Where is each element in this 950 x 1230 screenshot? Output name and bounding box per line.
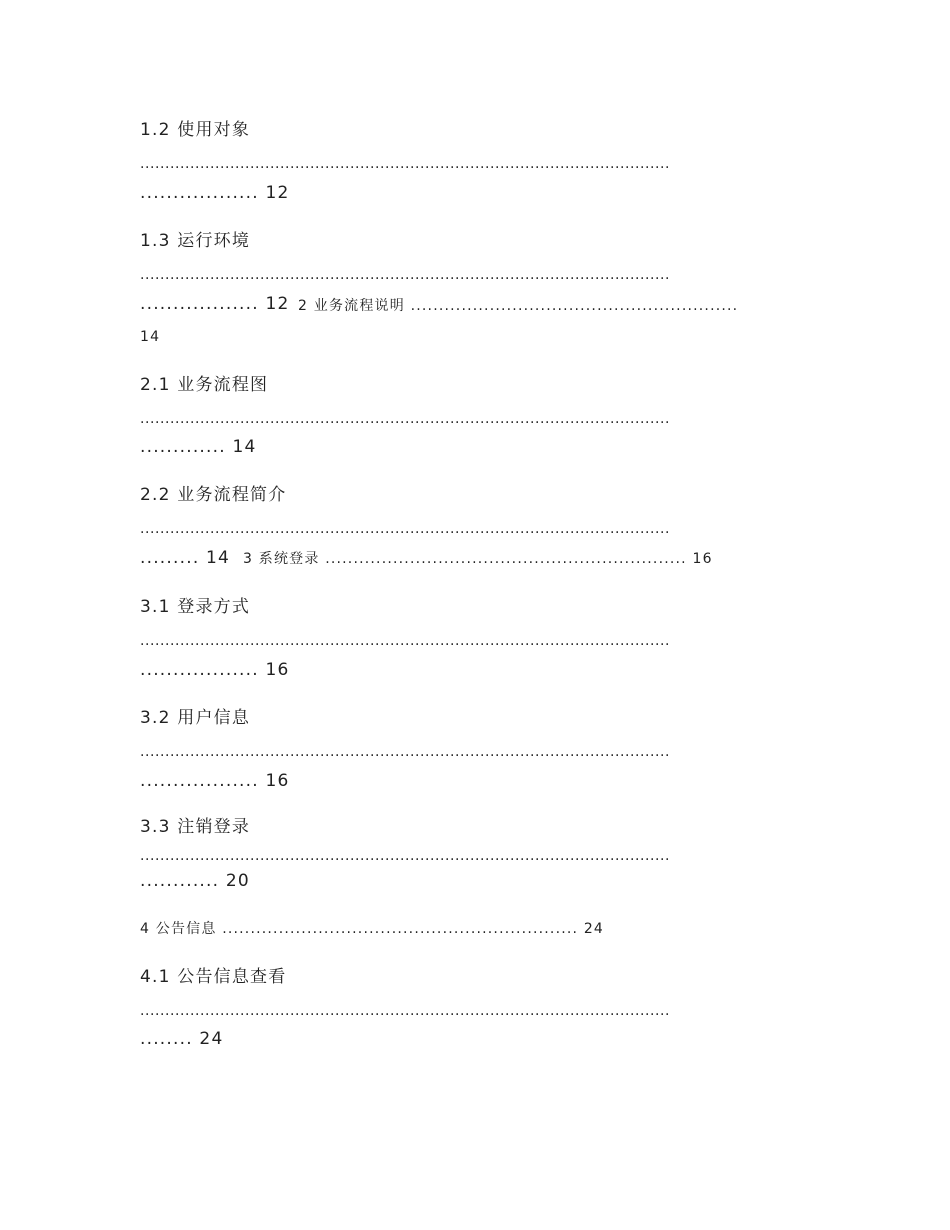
toc-chapter-3: 3 系统登录 ................................................................ 16 <box>243 551 713 567</box>
toc-leader: .......................................................................................................... <box>140 156 671 172</box>
toc-leader: .......................................................................................................... <box>140 744 671 760</box>
toc-page-number: ............ 20 <box>140 871 250 891</box>
toc-page-number: .................. 12 <box>140 294 290 314</box>
toc-leader: .......................................................................................................... <box>140 521 671 537</box>
toc-page-number: .................. 16 <box>140 771 290 791</box>
toc-leader: .......................................................................................................... <box>140 411 671 427</box>
toc-title-2-2: 2.2 业务流程简介 <box>140 485 287 505</box>
toc-title-2-1: 2.1 业务流程图 <box>140 375 269 395</box>
toc-page-number: ......... 14 <box>140 548 231 568</box>
toc-leader: .......................................................................................................... <box>140 633 671 649</box>
toc-title-1-2: 1.2 使用对象 <box>140 120 251 140</box>
toc-title-4-1: 4.1 公告信息查看 <box>140 967 287 987</box>
toc-leader: .......................................................................................................... <box>140 267 671 283</box>
toc-title-3-1: 3.1 登录方式 <box>140 597 251 617</box>
toc-title-3-2: 3.2 用户信息 <box>140 708 251 728</box>
toc-page-number: ............. 14 <box>140 437 257 457</box>
toc-chapter-2: 2 业务流程说明 .......................................................... <box>298 298 739 314</box>
toc-page-number: .................. 12 <box>140 183 290 203</box>
toc-title-1-3: 1.3 运行环境 <box>140 231 251 251</box>
toc-chapter-4: 4 公告信息 ............................................................... 24 <box>140 921 605 937</box>
toc-page-number: 14 <box>140 329 161 345</box>
toc-leader: .......................................................................................................... <box>140 1003 671 1019</box>
toc-page-number: .................. 16 <box>140 660 290 680</box>
toc-leader: .......................................................................................................... <box>140 848 671 864</box>
toc-title-3-3: 3.3 注销登录 <box>140 817 251 837</box>
toc-page-number: ........ 24 <box>140 1029 224 1049</box>
